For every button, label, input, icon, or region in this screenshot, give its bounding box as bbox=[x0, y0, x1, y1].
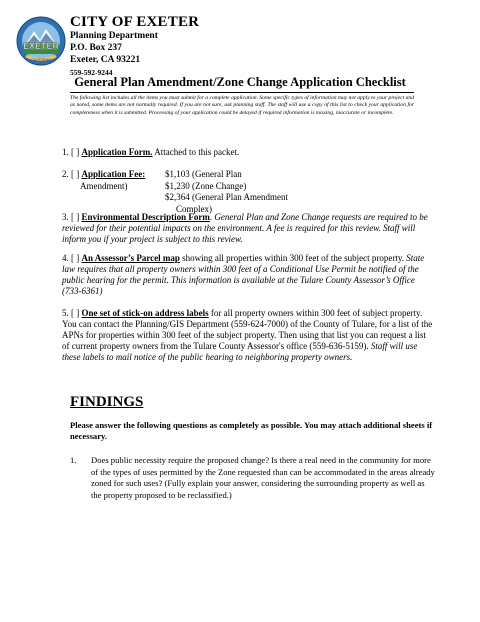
fee-list bbox=[165, 169, 288, 215]
item-number: 1. [ ] bbox=[62, 147, 80, 157]
item-text: General Plan and Zone Change requests are required to be reviewed for their potential impacts on the environment. A fee is required for this review. Staff will inform you if your project is subject to this review. bbox=[62, 212, 428, 244]
phone-number: 559-592-9244 bbox=[70, 68, 113, 77]
po-box: P.O. Box 237 bbox=[70, 43, 122, 53]
findings-instructions: Please answer the following questions as completely as possible. You may attach additional sheets if necessary. bbox=[70, 420, 433, 441]
item-text: Attached to this packet. bbox=[154, 147, 240, 157]
checklist-item-address-labels bbox=[62, 308, 434, 363]
fee-zone-change: $1,230 (Zone Change) bbox=[165, 180, 247, 191]
item-number: 4. [ ] bbox=[62, 253, 80, 263]
city-seal-logo bbox=[16, 16, 66, 66]
document-title: General Plan Amendment/Zone Change Application Checklist bbox=[74, 75, 406, 89]
logo-wordmark: EXETER bbox=[22, 41, 60, 51]
fee-gpa-complex-cont: Complex) bbox=[176, 203, 212, 214]
item-note: State law requires that all property owners within 300 feet of a Conditional Use Permit be notified of the public hearing for the permit. This information is available at the Tulare County Assessor’s Office (733-6361) bbox=[62, 253, 425, 296]
item-text: for all property owners within 300 feet of subject property. You can contact the Planning/GIS Department (559-624-7000) of the County of Tulare, for a list of the APNs for properties within 300 feet of the subject property. Then using that list you can request a list of current property owners from the Tulare County Assessor's office (559-636-5159). bbox=[62, 308, 433, 351]
item-note: Staff will use these labels to mail notice of the public hearing to neighboring property owners. bbox=[62, 341, 418, 362]
city-address: Exeter, CA 93221 bbox=[70, 55, 141, 65]
checklist-item-application-form bbox=[62, 147, 239, 158]
item-label: Application Fee: bbox=[81, 169, 146, 179]
question-text: Does public necessity require the proposed change? Is there a real need in the community for more of the types of uses permitted by the Zone requested than can be accommodated in the areas already zoned for such uses? (Fully explain your answer, considering the surrounding property as well as the property proposed to be reclassified.) bbox=[91, 455, 435, 500]
item-number: 5. [ ] bbox=[62, 308, 80, 318]
organization-name: CITY OF EXETER bbox=[70, 14, 200, 30]
findings-heading: FINDINGS bbox=[70, 394, 144, 410]
fee-label-continuation: Amendment) bbox=[80, 181, 128, 191]
title-divider bbox=[70, 92, 414, 93]
item-label: One set of stick-on address labels bbox=[81, 308, 209, 318]
item-label: Environmental Description Form bbox=[81, 212, 210, 222]
checklist-item-application-fee bbox=[62, 169, 145, 180]
question-number: 1. bbox=[70, 455, 77, 465]
item-label: An Assessor’s Parcel map bbox=[81, 253, 180, 263]
item-number: 3. [ ] bbox=[62, 212, 80, 222]
checklist-item-environmental-form: 3. [ ] Environmental Description Form. General Plan and Zone Change requests are required to be reviewed for their potential impacts on the environment. A fee is required for this review. Staff will inform you if your project is subject to this review. bbox=[62, 212, 428, 244]
fee-general-plan: $1,103 (General Plan bbox=[165, 169, 242, 179]
logo-ribbon: CALIFORNIA bbox=[31, 58, 51, 62]
item-label: Application Form. bbox=[81, 147, 153, 157]
department-name: Planning Department bbox=[70, 31, 158, 41]
item-text: showing all properties within 300 feet of the subject property. bbox=[182, 253, 405, 263]
intro-paragraph: The following list includes all the items you must submit for a complete application. Some specific types of information may not apply to your project and as noted, some items are not normally required. If you are not sure, ask planning staff. The staff will use a copy of this list to check your application for completeness when it is submitted. Processing of your application could be delayed if required information is missing, inaccurate or incomplete. bbox=[70, 95, 414, 116]
item-number: 2. [ ] bbox=[62, 169, 80, 179]
checklist-item-parcel-map bbox=[62, 253, 434, 297]
fee-gpa-complex: $2,364 (General Plan Amendment bbox=[165, 192, 288, 202]
